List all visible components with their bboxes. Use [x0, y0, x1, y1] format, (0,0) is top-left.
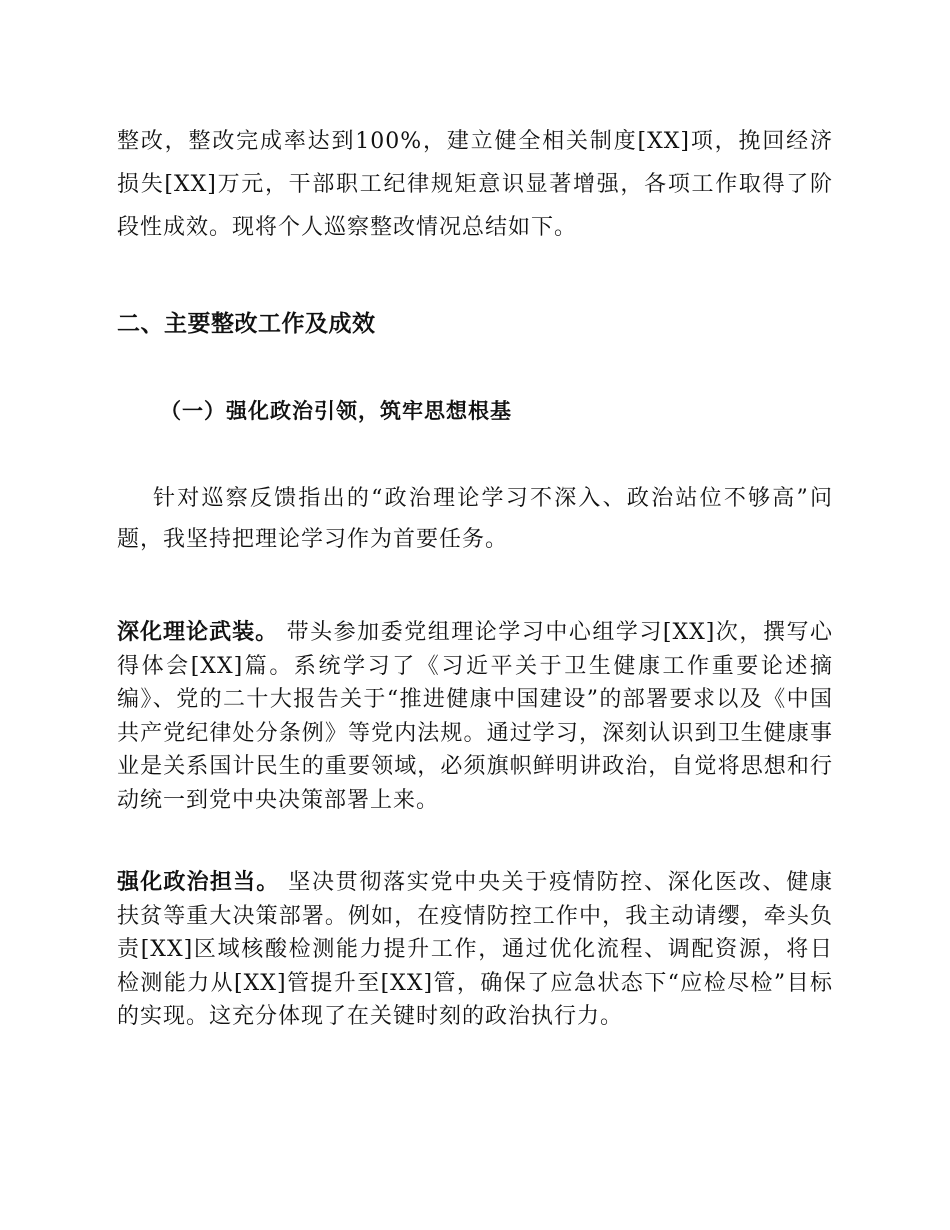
theory-lead: 深化理论武装。	[117, 620, 279, 645]
section-heading: 二、主要整改工作及成效	[117, 311, 376, 337]
politics-body: 坚决贯彻落实党中央关于疫情防控、深化医改、健康扶贫等重大决策部署。例如，在疫情防控工作中，我主动请缨，牵头负责[XX]区域核酸检测能力提升工作，通过优化流程、调配资源，将日检测能力从[XX]管提升至[XX]管，确保了应急状态下“应检尽检”目标的实现。这充分体现了在关键时刻的政治执行力。	[117, 870, 833, 1029]
theory-body: 带头参加委党组理论学习中心组学习[XX]次，撰写心得体会[XX]篇。系统学习了《习近平关于卫生健康工作重要论述摘编》、党的二十大报告关于“推进健康中国建设”的部署要求以及《中国共产党纪律处分条例》等党内法规。通过学习，深刻认识到卫生健康事业是关系国计民生的重要领域，必须旗帜鲜明讲政治，自觉将思想和行动统一到党中央决策部署上来。	[117, 620, 833, 813]
feedback-paragraph: 针对巡察反馈指出的“政治理论学习不深入、政治站位不够高”问题，我坚持把理论学习作为首要任务。	[117, 486, 833, 552]
politics-paragraph	[117, 866, 833, 1034]
intro-paragraph: 整改，整改完成率达到100%，建立健全相关制度[XX]项，挽回经济损失[XX]万元，干部职工纪律规矩意识显著增强，各项工作取得了阶段性成效。现将个人巡察整改情况总结如下。	[117, 129, 833, 240]
subsection-heading: （一）强化政治引领，筑牢思想根基	[160, 398, 512, 423]
politics-lead: 强化政治担当。	[117, 870, 280, 895]
theory-paragraph	[117, 616, 833, 817]
